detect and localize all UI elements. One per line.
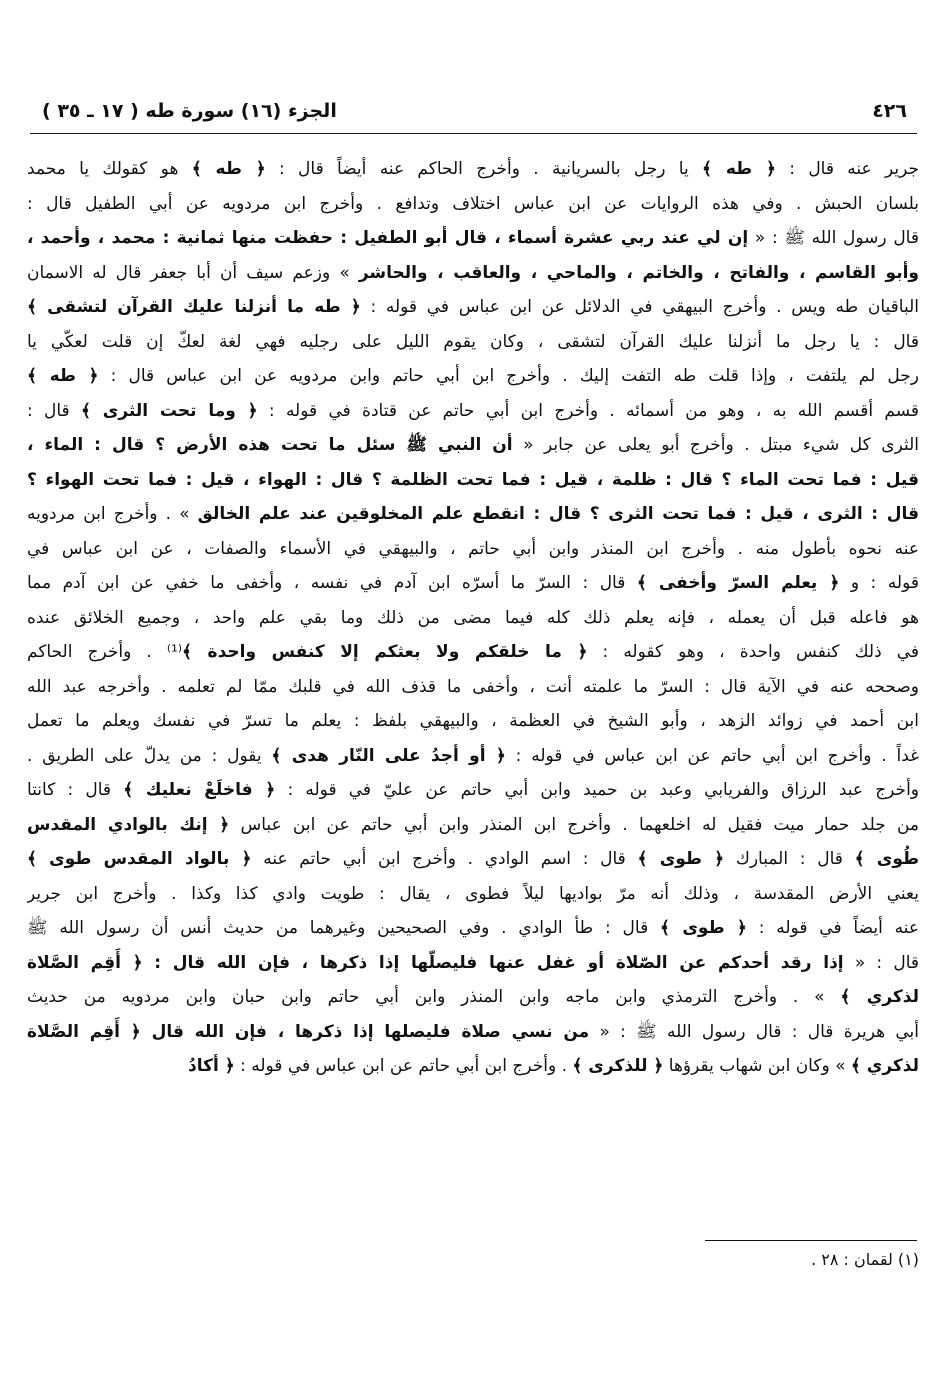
quoted-text: طُوى ﴾ bbox=[854, 849, 919, 869]
text-run: » . وأخرج ابن مردويه bbox=[27, 504, 198, 524]
quoted-text: ﴿ يعلم السرّ وأخفى ﴾ bbox=[636, 573, 840, 593]
text-run: قسم أقسم الله به ، وهو من أسمائه . وأخرج ابن أبي حاتم عن قتادة في قوله : bbox=[257, 400, 919, 421]
text-line bbox=[27, 532, 919, 567]
quoted-text: ﴿ أو أجدُ على النّار هدى ﴾ bbox=[271, 745, 506, 766]
text-run: قال : كانتا bbox=[27, 780, 124, 800]
body-text bbox=[27, 152, 919, 1084]
text-run: قال : اسم الوادي . وأخرج ابن أبي حاتم عنه bbox=[251, 849, 638, 869]
text-line bbox=[27, 221, 919, 256]
quoted-text: ﴿ للذكرى ﴾ bbox=[572, 1056, 664, 1076]
text-line bbox=[27, 877, 919, 912]
quoted-text: ﴿ طوى ﴾ bbox=[637, 849, 725, 869]
footnote: (١) لقمان : ٢٨ . bbox=[811, 1250, 919, 1269]
text-run: عنه نحوه بأطول منه . وأخرج ابن المنذر وابن أبي حاتم ، والبيهقي في الأسماء والصفات ، عن ابن عباس في bbox=[27, 538, 919, 559]
text-line bbox=[27, 428, 919, 463]
text-line bbox=[27, 635, 919, 670]
quoted-text: ﴿ ما خلقكم ولا بعثكم إلا كنفس واحدة ﴾ bbox=[182, 642, 588, 662]
running-head: الجزء (١٦) سورة طه ( ١٧ ـ ٣٥ ) bbox=[42, 100, 337, 122]
text-run: قال : طأ الوادي . وفي الصحيحين وغيرهما من حديث أنس أن رسول الله ﷺ bbox=[27, 918, 661, 938]
quoted-text: قال : الثرى ، قيل : فما تحت الثرى ؟ قال : انقطع علم المخلوقين عند علم الخالق bbox=[197, 504, 919, 524]
text-line bbox=[27, 290, 919, 325]
text-line bbox=[27, 704, 919, 739]
text-run: في ذلك كنفس واحدة ، وهو كقوله : bbox=[587, 642, 919, 662]
text-run: » وزعم سيف أن أبا جعفر قال له الاسمان bbox=[27, 262, 359, 283]
text-run: أبي هريرة قال : قال رسول الله ﷺ : « bbox=[589, 1021, 919, 1042]
quoted-text: من نسي صلاة فليصلها إذا ذكرها ، فإن الله قال ﴿ أَقِم الصَّلاة bbox=[27, 1021, 590, 1042]
text-run: هو فاعله قبل أن يعمله ، فإنه يعلم ذلك كله فيما مضى من ذلك وما بقي علم واحد ، وجميع الخلائق عنده bbox=[27, 607, 919, 628]
quoted-text: ﴿ فاخلَعْ نعليك ﴾ bbox=[123, 780, 276, 800]
text-run: من جلد حمار ميت فقيل له اخلعهما . وأخرج ابن المنذر وابن أبي حاتم عن ابن عباس bbox=[229, 814, 919, 835]
quoted-text: ﴿ طه ﴾ bbox=[27, 366, 99, 386]
text-run: قوله : و bbox=[839, 573, 919, 593]
text-line bbox=[27, 325, 919, 360]
footnote-divider bbox=[705, 1240, 917, 1241]
quoted-text: إذا رقد أحدكم عن الصّلاة أو غفل عنها فليصلّها إذا ذكرها ، فإن الله قال : ﴿ أَقِم الصَّلاة bbox=[27, 952, 844, 973]
text-line bbox=[27, 187, 919, 222]
text-line bbox=[27, 601, 919, 636]
text-line bbox=[27, 1015, 919, 1050]
quoted-text: ﴿ بالواد المقدس طوى ﴾ bbox=[27, 849, 252, 869]
text-line bbox=[27, 463, 919, 498]
text-run: هو كقولك يا محمد bbox=[27, 159, 192, 179]
text-run: قال : bbox=[27, 400, 81, 421]
text-line bbox=[27, 946, 919, 981]
quoted-text: أن النبي ﷺ سئل ما تحت هذه الأرض ؟ قال : الماء ، bbox=[27, 435, 513, 455]
page-header bbox=[30, 94, 915, 130]
text-line bbox=[27, 670, 919, 705]
text-run: جرير عنه قال : bbox=[775, 159, 919, 179]
text-line bbox=[27, 394, 919, 429]
quoted-text: ﴿ طه ﴾ bbox=[702, 159, 776, 179]
text-run: رجل لم يلتفت ، وإذا قلت طه التفت إليك . وأخرج ابن أبي حاتم وابن مردويه عن ابن عباس قال : bbox=[98, 366, 919, 386]
text-run: » وكان ابن شهاب يقرؤها bbox=[663, 1056, 851, 1076]
text-run: يقول : من يدلّ على الطريق . bbox=[27, 745, 272, 766]
quoted-text: ﴿ طوى ﴾ bbox=[660, 918, 747, 938]
text-run: ابن أحمد في زوائد الزهد ، وأبو الشيخ في العظمة ، والبيهقي بلفظ : يعلم ما تسرّ في نفسك ويعلم ما تعمل bbox=[27, 711, 919, 731]
text-line bbox=[27, 980, 919, 1015]
page-number: ٤٢٦ bbox=[872, 100, 907, 122]
quoted-text: ﴿ طه ما أنزلنا عليك القرآن لتشقى ﴾ bbox=[27, 297, 361, 317]
text-run: عنه أيضاً في قوله : bbox=[746, 918, 919, 938]
text-line bbox=[27, 911, 919, 946]
text-run: قال رسول الله ﷺ : « bbox=[748, 228, 919, 248]
quoted-text: ﴿ إنك بالوادي المقدس bbox=[27, 814, 230, 835]
quoted-text: ﴿ طه ﴾ bbox=[191, 159, 266, 179]
text-line bbox=[27, 152, 919, 187]
text-run: يا رجل بالسريانية . وأخرج الحاكم عنه أيضاً قال : bbox=[265, 159, 703, 179]
text-run: الثرى كل شيء مبتل . وأخرج أبو يعلى عن جابر « bbox=[512, 435, 919, 455]
text-run: » . وأخرج الترمذي وابن ماجه وابن المنذر وابن أبي حاتم وابن حبان وابن مردويه من حديث bbox=[27, 987, 841, 1007]
text-run: وأخرج عبد الرزاق والفريابي وعبد بن حميد وابن أبي حاتم عن عليّ في قوله : bbox=[275, 780, 919, 800]
text-run: غداً . وأخرج ابن أبي حاتم عن ابن عباس في قوله : bbox=[505, 745, 919, 766]
text-run: يعني الأرض المقدسة ، وذلك أنه مرّ بواديها ليلاً فطوى ، يقال : طويت وادي كذا وكذا . وأخرج ابن جرير bbox=[27, 883, 919, 904]
quoted-text: ﴿ أكادُ bbox=[187, 1056, 235, 1076]
quoted-text: لذكري ﴾ bbox=[850, 1056, 919, 1076]
text-run: قال : المبارك bbox=[724, 849, 855, 869]
text-run: قال : يا رجل ما أنزلنا عليك القرآن لتشقى ، وكان يقوم الليل على رجليه فهي لغة لعكّ إن قلت لعكّي يا bbox=[27, 331, 919, 352]
text-run: . وأخرج ابن أبي حاتم عن ابن عباس في قوله : bbox=[234, 1056, 573, 1076]
text-run: قال : « bbox=[843, 952, 919, 973]
text-run: بلسان الحبش . وفي هذه الروايات عن ابن عباس اختلاف وتدافع . وأخرج ابن مردويه عن أبي الطفيل قال : bbox=[27, 193, 919, 214]
text-run: وصححه عنه في الآية قال : السرّ ما علمته أنت ، وأخفى ما قذف الله في قلبك ممّا لم تعلمه . وأخرجه عبد الله bbox=[27, 676, 919, 697]
text-run: قال : السرّ ما أسرّه ابن آدم في نفسه ، وأخفى ما خفي عن ابن آدم مما bbox=[27, 573, 637, 593]
text-line bbox=[27, 739, 919, 774]
text-run: الباقيان طه ويس . وأخرج البيهقي في الدلائل عن ابن عباس في قوله : bbox=[360, 297, 919, 317]
text-line bbox=[27, 497, 919, 532]
text-line bbox=[27, 1049, 919, 1084]
quoted-text: لذكري ﴾ bbox=[840, 987, 919, 1007]
text-run: ⁽¹⁾ . وأخرج الحاكم bbox=[27, 642, 183, 662]
quoted-text: وأبو القاسم ، والفاتح ، والخاتم ، والماحي ، والعاقب ، والحاشر bbox=[358, 262, 919, 283]
text-line bbox=[27, 359, 919, 394]
text-line bbox=[27, 842, 919, 877]
quoted-text: ﴿ وما تحت الثرى ﴾ bbox=[81, 400, 258, 421]
header-divider bbox=[30, 133, 917, 134]
text-line bbox=[27, 566, 919, 601]
quoted-text: قيل : فما تحت الماء ؟ قال : ظلمة ، قيل : فما تحت الظلمة ؟ قال : الهواء ، قيل : فما تحت الهواء ؟ bbox=[27, 469, 919, 490]
text-line bbox=[27, 808, 919, 843]
quoted-text: إن لي عند ربي عشرة أسماء ، قال أبو الطفيل : حفظت منها ثمانية : محمد ، وأحمد ، bbox=[27, 228, 749, 248]
text-line bbox=[27, 773, 919, 808]
text-line bbox=[27, 256, 919, 291]
